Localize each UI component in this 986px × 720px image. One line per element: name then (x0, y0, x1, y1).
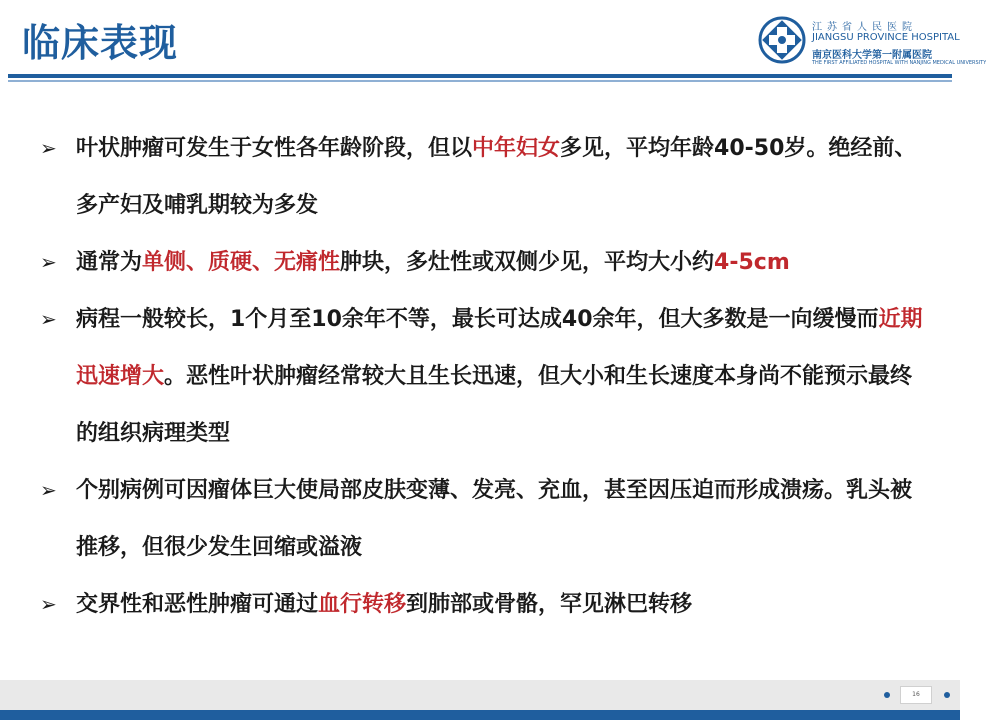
title-divider (8, 74, 952, 78)
footer-dot-icon (884, 692, 890, 698)
highlighted-text: 血行转移 (318, 592, 407, 617)
arrow-bullet-icon: ➢ (40, 307, 57, 331)
bullet-text: 叶状肿瘤可发生于女性各年龄阶段，但以 (76, 136, 473, 161)
highlighted-text: 近期迅速增大 (76, 307, 923, 389)
bullet-text: 通常为 (76, 250, 143, 275)
bullet-item (40, 576, 930, 633)
logo-name-en: JIANGSU PROVINCE HOSPITAL (812, 32, 960, 43)
logo-subtitle-cn: 南京医科大学第一附属医院 (812, 50, 932, 61)
hospital-logo-icon (758, 16, 806, 64)
bullet-text: 。恶性叶状肿瘤经常较大且生长迅速，但大小和生长速度本身尚不能预示最终的组织病理类型 (76, 364, 913, 446)
page-number: 16 (900, 686, 932, 704)
logo-subtitle-en: THE FIRST AFFILIATED HOSPITAL WITH NANJING MEDICAL UNIVERSITY (812, 60, 986, 66)
bullet-item (40, 291, 930, 462)
title-divider-secondary (8, 80, 952, 82)
hospital-logo (758, 14, 986, 70)
slide-title: 临床表现 (22, 21, 179, 65)
footer-line (0, 710, 960, 720)
highlighted-text: 单侧、质硬、无痛性 (142, 250, 341, 275)
highlighted-text: 4-5cm (714, 250, 790, 275)
footer-dot-icon (944, 692, 950, 698)
bullet-text: 到肺部或骨骼，罕见淋巴转移 (406, 592, 693, 617)
bullet-list (40, 120, 930, 633)
arrow-bullet-icon: ➢ (40, 478, 57, 502)
arrow-bullet-icon: ➢ (40, 250, 57, 274)
bullet-item (40, 120, 930, 234)
bullet-text: 交界性和恶性肿瘤可通过 (76, 592, 319, 617)
highlighted-text: 中年妇女 (472, 136, 561, 161)
bullet-text: 病程一般较长，1个月至10余年不等，最长可达成40余年，但大多数是一向缓慢而 (76, 307, 879, 332)
bullet-item (40, 462, 930, 576)
bullet-text: 个别病例可因瘤体巨大使局部皮肤变薄、发亮、充血，甚至因压迫而形成溃疡。乳头被推移，但很少发生回缩或溢液 (76, 478, 913, 560)
arrow-bullet-icon: ➢ (40, 136, 57, 160)
footer-band (0, 680, 960, 710)
logo-name-cn: 江苏省人民医院 (812, 22, 917, 33)
bullet-text: 肿块，多灶性或双侧少见，平均大小约 (340, 250, 715, 275)
arrow-bullet-icon: ➢ (40, 592, 57, 616)
bullet-text: 多见，平均年龄40-50岁。绝经前、多产妇及哺乳期较为多发 (76, 136, 917, 218)
bullet-item (40, 234, 930, 291)
